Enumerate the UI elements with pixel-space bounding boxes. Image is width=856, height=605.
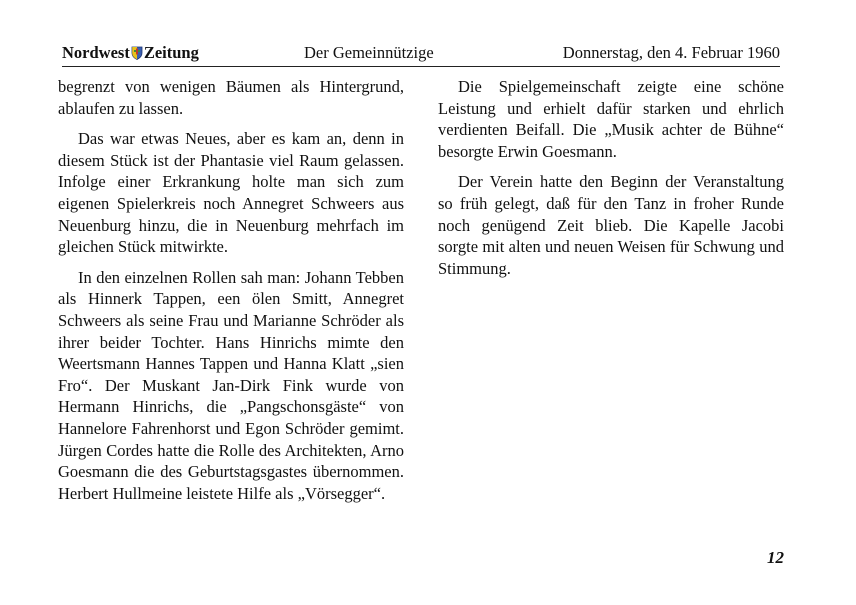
right-paragraph-2: Der Verein hatte den Beginn der Veranstaltung so früh gelegt, daß für den Tanz in froher Runde noch genügend Zeit blieb. Die Kapelle Jacobi sorgte mit alten und neuen Weisen für Schwung und Stimmung. (438, 172, 784, 278)
left-paragraph-2: Das war etwas Neues, aber es kam an, denn in diesem Stück ist der Phantasie viel Raum gelassen. Infolge einer Erkrankung holte man sich zum eigenen Spielerkreis noch Annegret Schweers aus Neuenburg hinzu, die in Neuenburg mehrfach im gleichen Stück mitwirkte. (58, 129, 404, 257)
section-title: Der Gemeinnützige (304, 43, 434, 62)
left-column (58, 76, 404, 513)
right-paragraph-1: Die Spielgemeinschaft zeigte eine schöne Leistung und erhielt dafür starken und ehrlich verdienten Beifall. Die „Musik achter de Bühne“ besorgte Erwin Goesmann. (438, 77, 784, 161)
brand-name-part2: Zeitung (143, 43, 199, 62)
page-header (62, 42, 780, 67)
right-column (438, 76, 784, 288)
left-paragraph-3: In den einzelnen Rollen sah man: Johann Tebben als Hinnerk Tappen, een ölen Smitt, Annegret Schweers als seine Frau und Marianne Schröder als ihrer beider Tochter. Hans Hinrichs mimte den Weertsmann Hannes Tappen und Hanna Klatt „sien Fro“. Der Muskant Jan-Dirk Fink wurde von Hermann Hinrichs, die „Pangschonsgäste“ von Hannelore Fahrenhorst und Egon Schröder gemimt. Jürgen Cordes hatte die Rolle des Architekten, Arno Goesmann die des Geburtstagsgastes übernommen. Herbert Hullmeine leistete Hilfe als „Vörsegger“. (58, 267, 404, 503)
coat-of-arms-icon (131, 45, 143, 59)
page-number: 12 (767, 548, 784, 567)
brand-name-part1: Nordwest (62, 43, 130, 62)
left-paragraph-1: begrenzt von wenigen Bäumen als Hintergrund, ablaufen zu lassen. (58, 77, 404, 118)
newspaper-brand (62, 43, 199, 63)
issue-date: Donnerstag, den 4. Februar 1960 (562, 43, 780, 62)
